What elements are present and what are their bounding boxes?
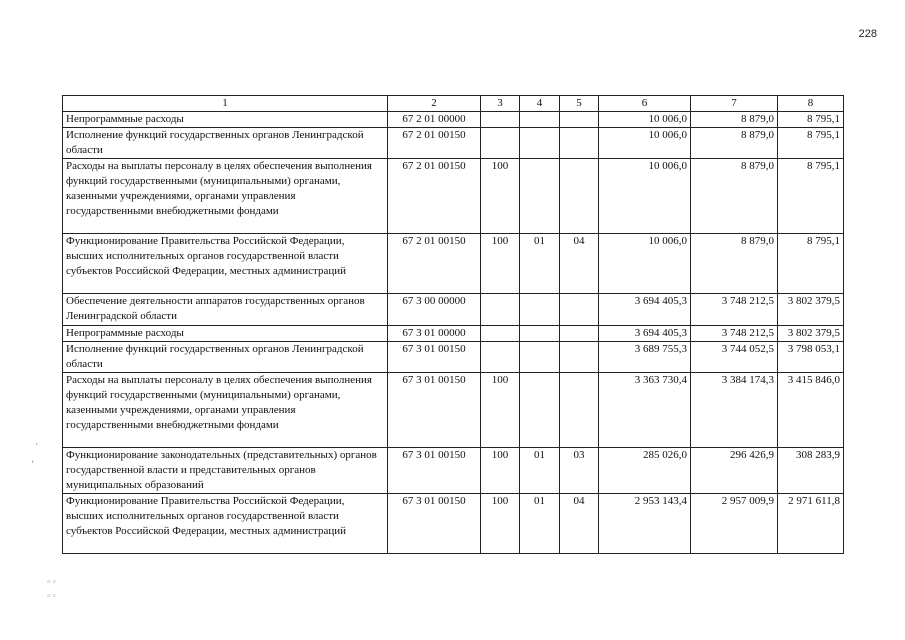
cell-expense-type <box>481 128 520 159</box>
cell-target-code: 67 2 01 00150 <box>388 234 481 294</box>
cell-amount-col6: 3 689 755,3 <box>599 342 691 373</box>
cell-name: Расходы на выплаты персоналу в целях обеспечения выполнения функций государственными (муниципальными) органами, казенными учреждениями, органами управления государственными внебюджетными фондами <box>63 373 388 448</box>
cell-section: 01 <box>520 234 560 294</box>
header-cell-3: 3 <box>481 96 520 112</box>
cell-expense-type <box>481 342 520 373</box>
cell-name: Функционирование законодательных (представительных) органов государственной власти и представительных органов муниципальных образований <box>63 448 388 494</box>
scan-margin-mark: ◦◦ <box>46 592 57 602</box>
cell-target-code: 67 2 01 00150 <box>388 128 481 159</box>
cell-target-code: 67 3 01 00150 <box>388 342 481 373</box>
cell-expense-type: 100 <box>481 373 520 448</box>
cell-amount-col6: 10 006,0 <box>599 159 691 234</box>
cell-section <box>520 112 560 128</box>
cell-amount-col6: 10 006,0 <box>599 234 691 294</box>
cell-amount-col7: 8 879,0 <box>691 128 778 159</box>
cell-amount-col7: 8 879,0 <box>691 112 778 128</box>
cell-expense-type <box>481 294 520 326</box>
table-row <box>63 326 844 342</box>
cell-subsection <box>560 159 599 234</box>
cell-amount-col8: 308 283,9 <box>778 448 844 494</box>
cell-amount-col6: 10 006,0 <box>599 112 691 128</box>
cell-expense-type: 100 <box>481 494 520 554</box>
cell-subsection <box>560 112 599 128</box>
cell-amount-col7: 3 748 212,5 <box>691 326 778 342</box>
cell-amount-col7: 8 879,0 <box>691 234 778 294</box>
header-cell-5: 5 <box>560 96 599 112</box>
cell-amount-col6: 10 006,0 <box>599 128 691 159</box>
scan-margin-mark: ◦◦ <box>46 578 57 588</box>
header-cell-8: 8 <box>778 96 844 112</box>
cell-amount-col8: 8 795,1 <box>778 234 844 294</box>
header-row <box>63 96 844 112</box>
cell-target-code: 67 3 01 00150 <box>388 448 481 494</box>
table-row <box>63 494 844 554</box>
cell-amount-col6: 3 363 730,4 <box>599 373 691 448</box>
cell-amount-col8: 8 795,1 <box>778 128 844 159</box>
cell-target-code: 67 3 00 00000 <box>388 294 481 326</box>
table-row <box>63 342 844 373</box>
table-row <box>63 448 844 494</box>
cell-section <box>520 326 560 342</box>
cell-amount-col6: 2 953 143,4 <box>599 494 691 554</box>
cell-expense-type: 100 <box>481 234 520 294</box>
budget-table <box>62 95 844 554</box>
cell-section: 01 <box>520 494 560 554</box>
cell-section <box>520 159 560 234</box>
cell-expense-type: 100 <box>481 448 520 494</box>
cell-name: Расходы на выплаты персоналу в целях обеспечения выполнения функций государственными (муниципальными) органами, казенными учреждениями, органами управления государственными внебюджетными фондами <box>63 159 388 234</box>
cell-amount-col8: 3 802 379,5 <box>778 294 844 326</box>
cell-amount-col7: 3 384 174,3 <box>691 373 778 448</box>
cell-amount-col7: 8 879,0 <box>691 159 778 234</box>
cell-amount-col8: 3 415 846,0 <box>778 373 844 448</box>
cell-amount-col8: 8 795,1 <box>778 159 844 234</box>
cell-target-code: 67 2 01 00000 <box>388 112 481 128</box>
cell-section <box>520 294 560 326</box>
cell-amount-col6: 3 694 405,3 <box>599 326 691 342</box>
cell-subsection: 03 <box>560 448 599 494</box>
cell-section <box>520 342 560 373</box>
table-row <box>63 112 844 128</box>
header-cell-2: 2 <box>388 96 481 112</box>
cell-amount-col6: 3 694 405,3 <box>599 294 691 326</box>
table-row <box>63 234 844 294</box>
cell-target-code: 67 2 01 00150 <box>388 159 481 234</box>
cell-section: 01 <box>520 448 560 494</box>
cell-name: Функционирование Правительства Российской Федерации, высших исполнительных органов государственной власти субъектов Российской Федерации, местных администраций <box>63 234 388 294</box>
cell-name: Функционирование Правительства Российской Федерации, высших исполнительных органов государственной власти субъектов Российской Федерации, местных администраций <box>63 494 388 554</box>
cell-amount-col7: 2 957 009,9 <box>691 494 778 554</box>
cell-expense-type <box>481 112 520 128</box>
cell-subsection <box>560 326 599 342</box>
cell-subsection <box>560 373 599 448</box>
header-cell-6: 6 <box>599 96 691 112</box>
scan-margin-mark: ' <box>30 460 36 470</box>
table-row <box>63 373 844 448</box>
header-cell-4: 4 <box>520 96 560 112</box>
cell-subsection <box>560 128 599 159</box>
cell-subsection <box>560 342 599 373</box>
cell-amount-col8: 2 971 611,8 <box>778 494 844 554</box>
cell-subsection <box>560 294 599 326</box>
cell-amount-col8: 8 795,1 <box>778 112 844 128</box>
cell-amount-col8: 3 802 379,5 <box>778 326 844 342</box>
header-cell-1: 1 <box>63 96 388 112</box>
cell-amount-col6: 285 026,0 <box>599 448 691 494</box>
cell-target-code: 67 3 01 00000 <box>388 326 481 342</box>
cell-amount-col8: 3 798 053,1 <box>778 342 844 373</box>
cell-amount-col7: 296 426,9 <box>691 448 778 494</box>
page-number: 228 <box>858 28 877 40</box>
table-row <box>63 159 844 234</box>
table-row <box>63 294 844 326</box>
cell-name: Непрограммные расходы <box>63 112 388 128</box>
cell-amount-col7: 3 748 212,5 <box>691 294 778 326</box>
cell-target-code: 67 3 01 00150 <box>388 494 481 554</box>
cell-amount-col7: 3 744 052,5 <box>691 342 778 373</box>
table-row <box>63 128 844 159</box>
cell-name: Исполнение функций государственных органов Ленинградской области <box>63 128 388 159</box>
cell-name: Непрограммные расходы <box>63 326 388 342</box>
cell-name: Исполнение функций государственных органов Ленинградской области <box>63 342 388 373</box>
cell-section <box>520 373 560 448</box>
cell-expense-type <box>481 326 520 342</box>
cell-name: Обеспечение деятельности аппаратов государственных органов Ленинградской области <box>63 294 388 326</box>
scan-margin-mark: · <box>34 440 40 450</box>
header-cell-7: 7 <box>691 96 778 112</box>
cell-subsection: 04 <box>560 234 599 294</box>
cell-expense-type: 100 <box>481 159 520 234</box>
cell-target-code: 67 3 01 00150 <box>388 373 481 448</box>
cell-section <box>520 128 560 159</box>
cell-subsection: 04 <box>560 494 599 554</box>
